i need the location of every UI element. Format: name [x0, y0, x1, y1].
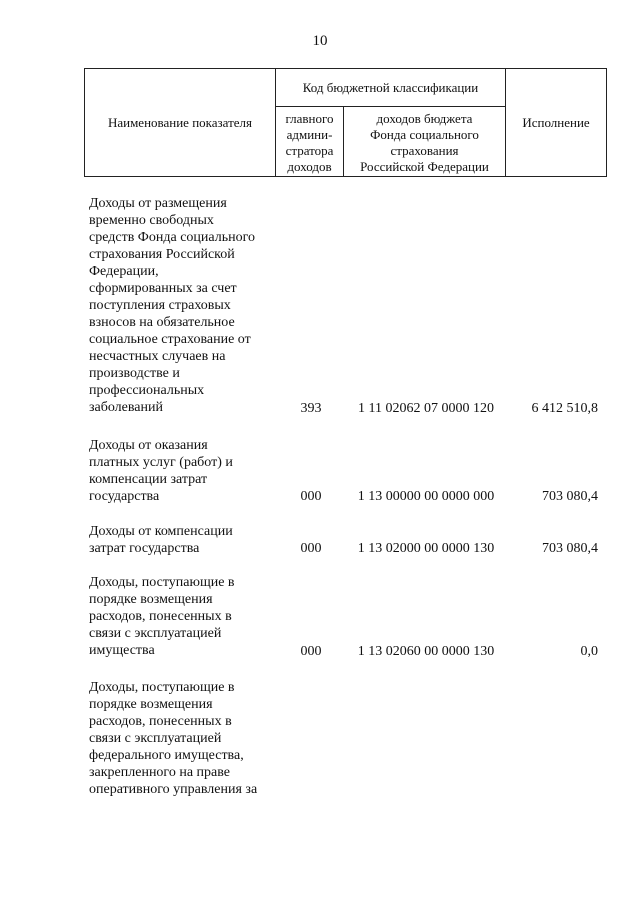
row-admin-code: 000 [300, 541, 322, 556]
row-execution: 0,0 [580, 644, 598, 659]
row-execution: 703 080,4 [542, 489, 598, 504]
row-name: Доходы, поступающие в порядке возмещения расходов, понесенных в связи с эксплуатацией федерального имущества, закрепленного на праве оперативного управления за [89, 680, 258, 797]
page-number: 10 [312, 33, 328, 49]
row-name: Доходы от компенсации затрат государства [89, 524, 233, 556]
header-fund-revenue: доходов бюджета Фонда социального страхования Российской Федерации [344, 107, 506, 177]
row-admin-code: 000 [300, 489, 322, 504]
row-revenue-code: 1 13 00000 00 0000 000 [357, 489, 495, 504]
header-execution: Исполнение [506, 69, 607, 177]
row-name: Доходы от оказания платных услуг (работ) и компенсации затрат государства [89, 438, 233, 504]
row-name: Доходы, поступающие в порядке возмещения расходов, понесенных в связи с эксплуатацией имущества [89, 575, 235, 658]
row-revenue-code: 1 13 02000 00 0000 130 [357, 541, 495, 556]
row-revenue-code: 1 11 02062 07 0000 120 [358, 401, 494, 416]
row-revenue-code: 1 13 02060 00 0000 130 [357, 644, 495, 659]
row-execution: 703 080,4 [542, 541, 598, 556]
header-budget-code-group: Код бюджетной классификации [276, 69, 506, 107]
row-execution: 6 412 510,8 [531, 401, 598, 416]
row-admin-code: 393 [300, 401, 322, 416]
row-admin-code: 000 [300, 644, 322, 659]
row-name: Доходы от размещения временно свободных средств Фонда социального страхования Российской Федерации, сформированных за счет поступления страховых взносов на обязательное социальное страхование от несчастных случаев на производстве и профессиональных заболеваний [89, 196, 255, 415]
header-chief-administrator: главного админи- стратора доходов [276, 107, 344, 177]
header-indicator-name: Наименование показателя [85, 69, 276, 177]
